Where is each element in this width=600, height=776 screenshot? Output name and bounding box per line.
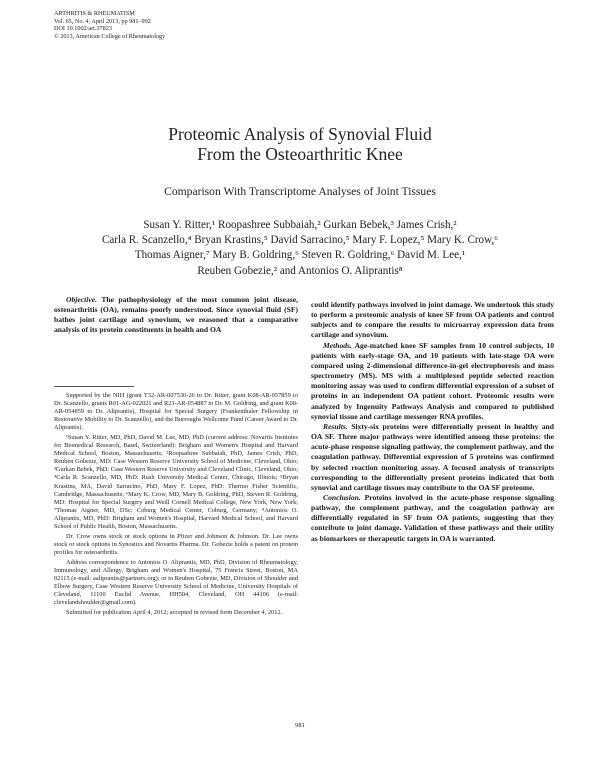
- title-block: [40, 124, 560, 279]
- footnote-disclosure: Dr. Crow owns stock or stock options in Pfizer and Johnson & Johnson. Dr. Lee owns stock or stock options in Synostics and Novartis Pharma. Dr. Gobezie holds a patent on protein profiles for osteoarthritis.: [54, 532, 298, 556]
- footnote-rule: [54, 386, 134, 387]
- conclusion-label: Conclusion.: [323, 492, 361, 502]
- issue-info: Vol. 65, No. 4, April 2013, pp 981–992: [54, 17, 151, 25]
- methods-label: Methods.: [323, 340, 352, 350]
- copyright: © 2013, American College of Rheumatology: [54, 32, 166, 40]
- footnote-submitted: Submitted for publication April 4, 2012; accepted in revised form December 4, 2012.: [66, 609, 283, 617]
- page-number: 981: [295, 722, 305, 729]
- journal-header: [54, 10, 165, 40]
- methods-text: Age-matched knee SF samples from 10 control subjects, 10 patients with early-stage OA, and 10 patients with late-stage OA were compared using 2-dimensional difference-in-gel electrophoresis and mass spectrometry (MS). MS with a multiplexed peptide selected reaction monitoring assay was used to confirm differential expression of a subset of proteins in an independent OA patient cohort. Proteomic results were analyzed by Ingenuity Pathways Analysis and compared to published synovial tissue and cartilage messenger RNA profiles.: [311, 340, 554, 421]
- footnote-correspondence: Address correspondence to Antonios O. Aliprantis, MD, PhD, Division of Rheumatology, Immunology, and Allergy, Brigham and Women's Hospital, 75 Francis Street, Boston, MA 02115 (e-mail: aaliprantis@partners.org); or to Reuben Gobezie, MD, Division of Shoulder and Elbow Surgery, Case Western Reserve University School of Medicine, University Hospitals of Cleveland, 11100 Euclid Avenue, HH504, Cleveland, OH 44106 (e-mail: clevelandshoulder@gmail.com).: [54, 558, 298, 607]
- author-line-2: Carla R. Scanzello,⁴ Bryan Krastins,⁵ David Sarracino,⁵ Mary F. Lopez,⁵ Mary K. Crow,⁶: [101, 234, 499, 247]
- abstract-right-column: [311, 300, 554, 544]
- footnote-support: Supported by the NIH (grant T32-AR-007530-26 to Dr. Ritter, grant K08-AR-057859 to Dr. Scanzello, grants R01-AG-022021 and R21-AR-054887 to Dr. M. Goldring, and grant K08-AR-054859 to Dr. Aliprantis), Hospital for Special Surgery (Frankenthaler Fellowship in Restorative Mobility to Dr. Scanzello), and the Burroughs Wellcome Fund (Career Award to Dr. Aliprantis).: [54, 392, 298, 432]
- results-text: Sixty-six proteins were differentially present in healthy and OA SF. Three major pathways were identified among these proteins: the acute-phase response signaling pathway, the complement pathway, and the coagulation pathway. Differential expression of 5 proteins was confirmed by selected reaction monitoring assay. A focused analysis of transcripts corresponding to the differentially present proteins indicated that both synovial and cartilage tissues may contribute to the OA SF proteome.: [311, 421, 554, 492]
- author-line-3: Thomas Aigner,⁷ Mary B. Goldring,⁶ Steven R. Goldring,⁶ David M. Lee,¹: [134, 249, 466, 262]
- article-title: [40, 124, 560, 164]
- doi: DOI 10.1002/art.37823: [54, 25, 112, 33]
- author-list: [40, 218, 560, 279]
- objective-text: The pathophysiology of the most common joint disease, osteoarthritis (OA), remains poorly understood. Since synovial fluid (SF) bathes joint cartilage and synovium, we reasoned that a comparative analysis of its protein constituents in health and OA: [54, 295, 298, 335]
- author-line-1: Susan Y. Ritter,¹ Roopashree Subbaiah,² Gurkan Bebek,³ James Crish,²: [143, 219, 457, 231]
- abstract-objective: [54, 295, 298, 336]
- results-label: Results.: [323, 421, 348, 431]
- conclusion-text: Proteins involved in the acute-phase response signaling pathway, the complement pathway, and the coagulation pathway are differentially regulated in SF from OA patients, suggesting that they contribute to joint damage. Validation of these pathways and their utility as biomarkers or therapeutic targets in OA is warranted.: [311, 492, 554, 543]
- title-line-2: From the Osteoarthritic Knee: [197, 144, 403, 164]
- footnote-affiliations: ¹Susan Y. Ritter, MD, PhD, David M. Lee, MD, PhD (current address: Novartis Institutes for Biomedical Research, Basel, Switzerland): Brigham and Women's Hospital and Harvard Medical School, Boston, Massachusetts; ²Roopashree Subbaiah, PhD, James Crish, PhD, Reuben Gobezie, MD: Case Western Reserve University School of Medicine, Cleveland, Ohio; ³Gurkan Bebek, PhD: Case Western Reserve University and Cleveland Clinic, Cleveland, Ohio; ⁴Carla R. Scanzello, MD, PhD: Rush University Medical Center, Chicago, Illinois; ⁵Bryan Krastins, MA, David Sarracino, PhD, Mary F. Lopez, PhD: Thermo Fisher Scientific, Cambridge, Massachusetts; ⁶Mary K. Crow, MD, Mary B. Goldring, PhD, Steven R. Goldring, MD: Hospital for Special Surgery and Weill Cornell Medical College, New York, New York; ⁷Thomas Aigner, MD, DSc: Coburg Medical Center, Coburg, Germany; ⁸Antonios O. Aliprantis, MD, PhD: Brigham and Women's Hospital, Harvard Medical School, and Harvard School of Public Health, Boston, Massachusetts.: [54, 434, 298, 530]
- abstract-conclusion: [311, 493, 554, 544]
- objective-label: Objective.: [66, 295, 97, 304]
- footnotes: [54, 392, 298, 619]
- journal-name: ARTHRITIS & RHEUMATISM: [54, 10, 135, 17]
- title-line-1: Proteomic Analysis of Synovial Fluid: [168, 124, 432, 144]
- abstract-results: [311, 422, 554, 493]
- abstract-methods: [311, 341, 554, 422]
- abstract-left-column: [54, 295, 298, 336]
- author-line-4: Reuben Gobezie,² and Antonios O. Aliprantis⁸: [197, 264, 403, 277]
- article-subtitle: Comparison With Transcriptome Analyses of Joint Tissues: [164, 185, 436, 198]
- objective-continuation: could identify pathways involved in joint damage. We undertook this study to perform a proteomic analysis of knee SF from OA patients and control subjects and to compare the results to microarray expression data from cartilage and synovium.: [311, 300, 554, 340]
